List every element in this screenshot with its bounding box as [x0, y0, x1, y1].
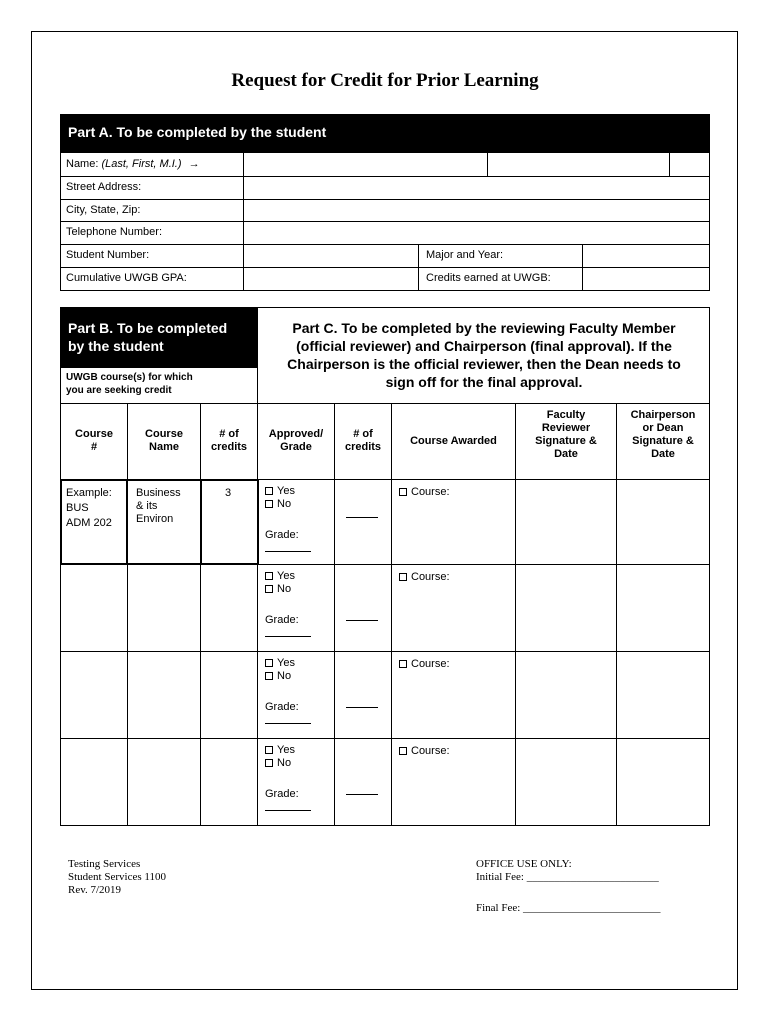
col-chair — [617, 409, 709, 461]
checkbox-icon[interactable] — [265, 487, 273, 495]
name-label-row — [66, 158, 200, 171]
col-credits-c — [335, 428, 391, 454]
no-label: No — [277, 583, 292, 595]
student-number-field[interactable] — [244, 245, 418, 267]
example-course-name-l3: Environ — [136, 513, 174, 525]
grid-line — [200, 403, 201, 826]
checkbox-icon[interactable] — [265, 672, 273, 680]
part-b-subheader-line1: UWGB course(s) for which — [66, 372, 193, 383]
col-approved-l2: Grade — [280, 441, 312, 453]
checkbox-icon[interactable] — [399, 747, 407, 755]
col-credits — [201, 428, 257, 454]
yes-label: Yes — [277, 485, 295, 497]
name-hint: (Last, First, M.I.) — [101, 158, 182, 170]
no-option[interactable] — [265, 498, 311, 511]
credits-field[interactable] — [346, 794, 378, 795]
yes-label: Yes — [277, 657, 295, 669]
first-name-field[interactable] — [488, 154, 669, 176]
course-label: Course: — [411, 658, 450, 670]
col-course-name — [128, 428, 200, 454]
grade-label: Grade: — [265, 788, 299, 800]
checkbox-icon[interactable] — [265, 572, 273, 580]
example-credits: 3 — [225, 487, 232, 499]
no-option[interactable] — [265, 670, 311, 683]
part-c-header-line3: Chairperson is the official reviewer, then the Dean needs to — [287, 356, 681, 372]
yes-option[interactable] — [265, 657, 311, 670]
grade-field[interactable] — [265, 809, 311, 811]
grade-label: Grade: — [265, 529, 299, 541]
credits-field[interactable] — [346, 517, 378, 518]
no-label: No — [277, 757, 292, 769]
approval-cell — [265, 657, 311, 728]
course-awarded-option[interactable] — [399, 486, 450, 499]
grade-field[interactable] — [265, 635, 311, 637]
form-title: Request for Credit for Prior Learning — [231, 70, 539, 91]
credits-earned-label: Credits earned at UWGB: — [426, 272, 551, 284]
credits-field[interactable] — [346, 707, 378, 708]
grid-line — [60, 825, 710, 826]
grade-label: Grade: — [265, 614, 299, 626]
grid-line — [709, 307, 710, 826]
col-faculty-l1: Faculty — [546, 409, 586, 421]
col-faculty-l4: Date — [554, 448, 578, 460]
course-awarded-option[interactable] — [399, 745, 450, 758]
final-fee-field[interactable]: Final Fee: _________________________ — [476, 902, 661, 914]
approval-cell — [265, 570, 311, 641]
checkbox-icon[interactable] — [399, 573, 407, 581]
part-a-header-text: Part A. To be completed by the student — [68, 124, 327, 140]
yes-option[interactable] — [265, 485, 311, 498]
yes-option[interactable] — [265, 570, 311, 583]
name-label: Name: — [66, 158, 99, 170]
approval-cell — [265, 485, 311, 556]
example-course-name-l2: & its — [136, 500, 158, 512]
example-course-num-l1: Example: — [66, 487, 112, 499]
col-chair-l4: Date — [651, 448, 675, 460]
checkbox-icon[interactable] — [265, 746, 273, 754]
checkbox-icon[interactable] — [265, 585, 273, 593]
footer-rev: Rev. 7/2019 — [68, 884, 122, 896]
no-label: No — [277, 498, 292, 510]
course-label: Course: — [411, 571, 450, 583]
yes-option[interactable] — [265, 744, 311, 757]
part-b-header — [60, 307, 257, 368]
col-credits-c-l2: credits — [344, 441, 382, 453]
grid-line — [257, 307, 258, 826]
course-awarded-option[interactable] — [399, 658, 450, 671]
course-label: Course: — [411, 745, 450, 757]
arrow-icon: → — [188, 158, 200, 170]
col-faculty-l3: Signature & — [535, 435, 597, 447]
grid-line — [334, 403, 335, 826]
part-c-header-line1: Part C. To be completed by the reviewing Faculty Member — [292, 320, 676, 336]
col-approved-l1: Approved/ — [268, 428, 324, 440]
checkbox-icon[interactable] — [265, 759, 273, 767]
grid-line — [391, 403, 392, 826]
example-course-num — [66, 487, 112, 530]
student-number-label: Student Number: — [66, 249, 150, 261]
course-label: Course: — [411, 486, 450, 498]
part-b-header-line1: Part B. To be completed — [68, 320, 228, 336]
grid-line — [60, 651, 710, 652]
street-address-field[interactable] — [244, 177, 709, 199]
gpa-label: Cumulative UWGB GPA: — [66, 272, 187, 284]
col-course-name-l2: Name — [149, 441, 179, 453]
grid-line — [60, 307, 61, 826]
office-use — [476, 858, 661, 915]
no-option[interactable] — [265, 583, 311, 596]
col-chair-l3: Signature & — [632, 435, 694, 447]
last-name-field[interactable] — [244, 154, 487, 176]
part-b-header-line2: by the student — [68, 338, 164, 354]
grid-line — [60, 738, 710, 739]
col-approved — [258, 428, 334, 454]
part-b-subheader-line2: you are seeking credit — [66, 385, 172, 396]
col-credits-c-l1: # of — [353, 428, 373, 440]
col-course-num — [61, 428, 127, 454]
city-state-zip-field[interactable] — [244, 200, 709, 221]
yes-label: Yes — [277, 744, 295, 756]
grid-line — [60, 403, 710, 404]
credits-earned-field[interactable] — [583, 268, 709, 290]
footer-address — [68, 858, 166, 897]
yes-label: Yes — [277, 570, 295, 582]
footer-dept: Testing Services — [68, 858, 141, 870]
col-faculty — [516, 409, 616, 461]
grade-label: Grade: — [265, 701, 299, 713]
checkbox-icon[interactable] — [265, 659, 273, 667]
grid-line — [127, 403, 128, 826]
col-faculty-l2: Reviewer — [541, 422, 591, 434]
example-course-num-l3: ADM 202 — [66, 517, 112, 529]
part-b-subheader — [66, 371, 193, 397]
city-state-zip-label: City, State, Zip: — [66, 204, 141, 216]
col-course-num-l1: Course — [75, 428, 113, 440]
grade-field[interactable] — [265, 722, 311, 724]
street-address-label: Street Address: — [66, 181, 142, 193]
telephone-field[interactable] — [244, 222, 709, 244]
example-course-name — [136, 487, 181, 526]
col-chair-l1: Chairperson — [630, 409, 696, 421]
gpa-field[interactable] — [244, 268, 418, 290]
office-use-label: OFFICE USE ONLY: — [476, 858, 572, 870]
col-course-num-l2: # — [90, 441, 98, 453]
telephone-label: Telephone Number: — [66, 226, 163, 238]
grid-line — [60, 290, 710, 291]
major-year-field[interactable] — [583, 245, 709, 267]
grade-field[interactable] — [265, 550, 311, 552]
col-course-awarded: Course Awarded — [410, 435, 497, 447]
part-c-header-line4: sign off for the final approval. — [385, 374, 583, 390]
major-year-label: Major and Year: — [426, 249, 504, 261]
grid-line — [616, 403, 617, 826]
col-chair-l2: or Dean — [642, 422, 684, 434]
col-course-name-l1: Course — [145, 428, 183, 440]
part-a-header — [60, 114, 710, 153]
checkbox-icon[interactable] — [399, 660, 407, 668]
example-course-name-l1: Business — [136, 487, 181, 499]
col-credits-l2: credits — [210, 441, 248, 453]
no-label: No — [277, 670, 292, 682]
approval-cell — [265, 744, 311, 815]
grid-line — [515, 403, 516, 826]
part-c-header — [258, 319, 710, 391]
example-course-num-l2: BUS — [66, 502, 89, 514]
col-credits-l1: # of — [219, 428, 239, 440]
footer-room: Student Services 1100 — [68, 871, 166, 883]
checkbox-icon[interactable] — [265, 500, 273, 508]
part-c-header-line2: (official reviewer) and Chairperson (final approval). If the — [296, 338, 672, 354]
checkbox-icon[interactable] — [399, 488, 407, 496]
middle-initial-field[interactable] — [670, 154, 709, 176]
credits-field[interactable] — [346, 620, 378, 621]
course-awarded-option[interactable] — [399, 571, 450, 584]
initial-fee-field[interactable]: Initial Fee: ________________________ — [476, 871, 659, 883]
no-option[interactable] — [265, 757, 311, 770]
grid-line — [60, 307, 710, 308]
